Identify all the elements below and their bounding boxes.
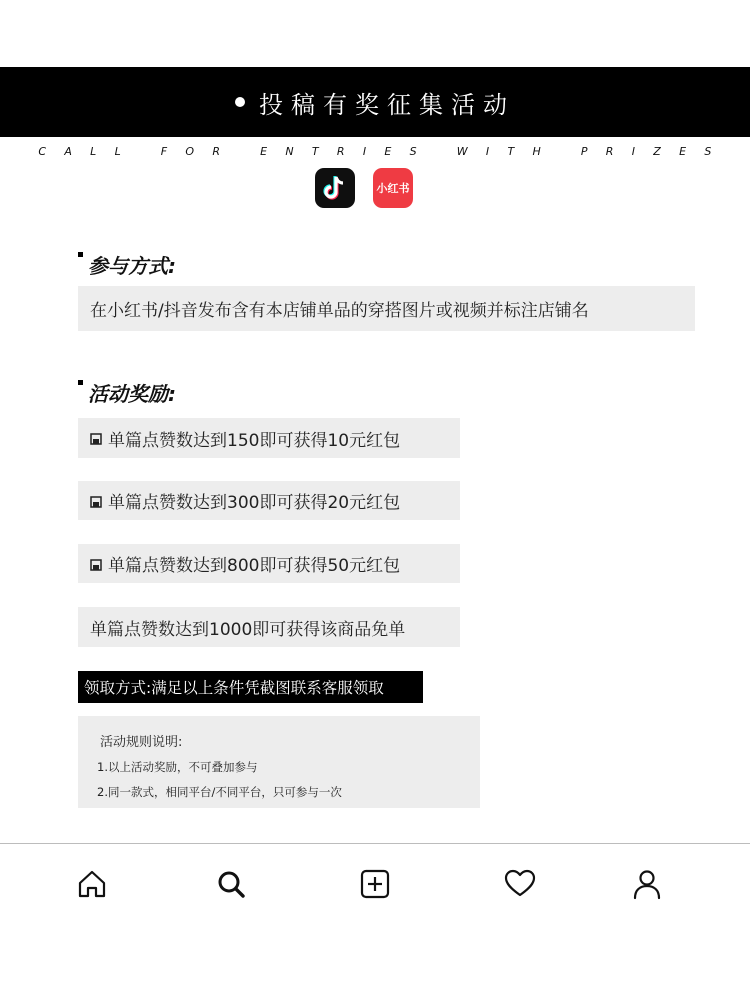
- reward-text: 单篇点赞数达到800即可获得50元红包: [108, 556, 401, 576]
- add-icon[interactable]: [359, 868, 391, 900]
- search-icon[interactable]: [215, 868, 247, 900]
- platform-icons: [315, 168, 413, 208]
- heading-marker: [78, 252, 83, 257]
- rules-heading: 活动规则说明:: [100, 735, 183, 750]
- reward-text: 单篇点赞数达到150即可获得10元红包: [108, 430, 401, 451]
- heading-marker: [78, 380, 83, 385]
- participation-text: 在小红书/抖音发布含有本店铺单品的穿搭图片或视频并标注店铺名: [90, 301, 589, 321]
- heart-icon[interactable]: [504, 868, 536, 900]
- participation-description: [78, 286, 695, 331]
- reward-item: [78, 418, 460, 458]
- rewards-heading: [78, 378, 176, 407]
- bullet-dot: [235, 97, 245, 107]
- claim-text: 领取方式:满足以上条件凭截图联系客服领取: [84, 679, 384, 697]
- xiaohongshu-label: 小红书: [376, 182, 410, 195]
- reward-item: [78, 481, 460, 520]
- participation-heading-text: 参与方式:: [88, 254, 176, 278]
- rule-item: 2.同一款式，相同平台/不同平台，只可参与一次: [97, 785, 342, 799]
- page-title: 投稿有奖征集活动: [259, 90, 515, 119]
- rule-item: 1.以上活动奖励，不可叠加参与: [97, 760, 258, 774]
- participation-heading: [78, 250, 176, 279]
- home-icon[interactable]: [76, 868, 108, 900]
- reward-text: 单篇点赞数达到1000即可获得该商品免单: [90, 619, 406, 640]
- reward-text: 单篇点赞数达到300即可获得20元红包: [108, 493, 401, 513]
- rules-box: [78, 716, 480, 808]
- gift-tag-icon: [90, 557, 102, 571]
- rewards-heading-text: 活动奖励:: [88, 382, 176, 406]
- tiktok-logo-icon: [322, 174, 348, 202]
- claim-instructions: [78, 671, 423, 703]
- profile-icon[interactable]: [631, 868, 663, 900]
- xiaohongshu-icon[interactable]: [373, 168, 413, 208]
- reward-item: [78, 544, 460, 583]
- tiktok-icon[interactable]: [315, 168, 355, 208]
- nav-divider: [0, 843, 750, 844]
- page-subtitle: CALL FOR ENTRIES WITH PRIZES: [38, 145, 730, 158]
- header-banner: [0, 67, 750, 137]
- gift-tag-icon: [90, 431, 102, 445]
- gift-tag-icon: [90, 494, 102, 508]
- reward-item: [78, 607, 460, 647]
